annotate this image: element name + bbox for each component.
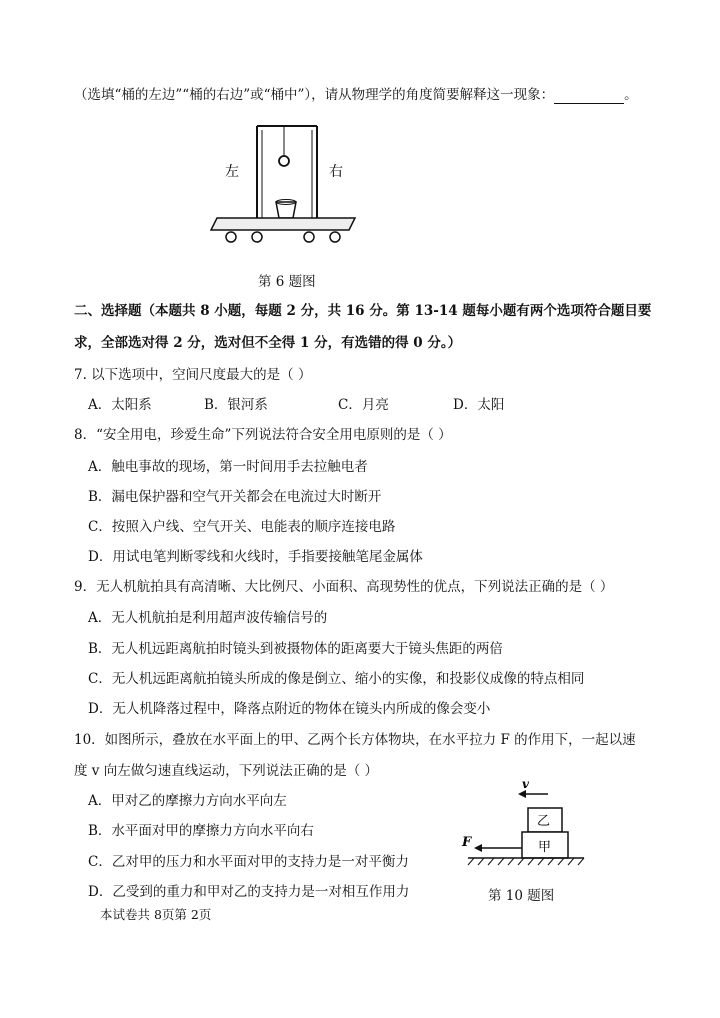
- label-f: F: [462, 835, 472, 850]
- q9-option-b[interactable]: B．无人机远距离航拍时镜头到被摄物体的距离要大于镜头焦距的两倍: [88, 641, 503, 657]
- label-right: 右: [329, 164, 343, 180]
- label-left: 左: [225, 164, 239, 180]
- q8-option-c[interactable]: C．按照入户线、空气开关、电能表的顺序连接电路: [88, 519, 396, 535]
- q7-option-d[interactable]: D．太阳: [453, 397, 505, 413]
- q10-option-b[interactable]: B．水平面对甲的摩擦力方向水平向右: [88, 823, 314, 839]
- label-block-bottom: 甲: [538, 840, 552, 855]
- q6-caption: 第 6 题图: [258, 274, 316, 290]
- q10-stem-line2: 度 v 向左做匀速直线运动，下列说法正确的是（ ）: [74, 763, 378, 779]
- label-v: v: [522, 778, 529, 791]
- q10-option-a[interactable]: A．甲对乙的摩擦力方向水平向左: [88, 793, 287, 809]
- q7-option-c[interactable]: C．月亮: [338, 397, 389, 413]
- q6-instruction-text: （选填“桶的左边”“桶的右边”或“桶中”），请从物理学的角度简要解释这一现象：: [74, 87, 555, 103]
- q10-option-d[interactable]: D．乙受到的重力和甲对乙的支持力是一对相互作用力: [88, 884, 410, 900]
- ground-hatching: [468, 858, 584, 865]
- q9-option-a[interactable]: A．无人机航拍是利用超声波传输信号的: [88, 610, 328, 626]
- q10-figure: [460, 778, 590, 874]
- section2-heading-line1: 二、选择题（本题共 8 小题，每题 2 分，共 16 分。第 13-14 题每小题有两个选项符合题目要: [74, 303, 652, 319]
- label-block-top: 乙: [537, 814, 551, 829]
- q7-stem: 7. 以下选项中，空间尺度最大的是（ ）: [74, 367, 312, 383]
- page-footer: 本试卷共 8页第 2页: [100, 907, 212, 922]
- q6-answer-blank[interactable]: [554, 89, 624, 104]
- cart-platform: [211, 218, 355, 230]
- cart-wheel: [330, 232, 340, 242]
- q6-figure: [205, 118, 365, 248]
- q7-option-a[interactable]: A．太阳系: [88, 397, 152, 413]
- q8-stem: 8．“安全用电，珍爱生命”下列说法符合安全用电原则的是（ ）: [74, 427, 452, 443]
- pendulum-ball: [279, 156, 289, 166]
- velocity-arrow-head: [518, 790, 526, 798]
- cart-wheel: [252, 232, 262, 242]
- q9-stem: 9．无人机航拍具有高清晰、大比例尺、小面积、高现势性的优点，下列说法正确的是（ ）: [74, 579, 614, 595]
- q10-stem-line1: 10．如图所示，叠放在水平面上的甲、乙两个长方体物块，在水平拉力 F 的作用下，一起以速: [74, 732, 636, 748]
- q6-end-mark: 。: [624, 87, 638, 103]
- q7-option-b[interactable]: B．银河系: [204, 397, 268, 413]
- q8-option-a[interactable]: A．触电事故的现场，第一时间用手去拉触电者: [88, 459, 368, 475]
- q10-option-c[interactable]: C．乙对甲的压力和水平面对甲的支持力是一对平衡力: [88, 854, 409, 870]
- q9-option-c[interactable]: C．无人机远距离航拍镜头所成的像是倒立、缩小的实像，和投影仪成像的特点相同: [88, 671, 585, 687]
- q10-caption: 第 10 题图: [488, 888, 555, 904]
- q8-option-b[interactable]: B．漏电保护器和空气开关都会在电流过大时断开: [88, 489, 382, 505]
- cart-wheel: [226, 232, 236, 242]
- q6-instruction-line: [74, 86, 638, 104]
- q8-option-d[interactable]: D．用试电笔判断零线和火线时，手指要接触笔尾金属体: [88, 549, 423, 565]
- q9-option-d[interactable]: D．无人机降落过程中，降落点附近的物体在镜头内所成的像会变小: [88, 701, 491, 717]
- cart-wheel: [304, 232, 314, 242]
- force-arrow-head: [474, 844, 482, 852]
- section2-heading-line2: 求，全部选对得 2 分，选对但不全得 1 分，有选错的得 0 分。）: [74, 335, 462, 351]
